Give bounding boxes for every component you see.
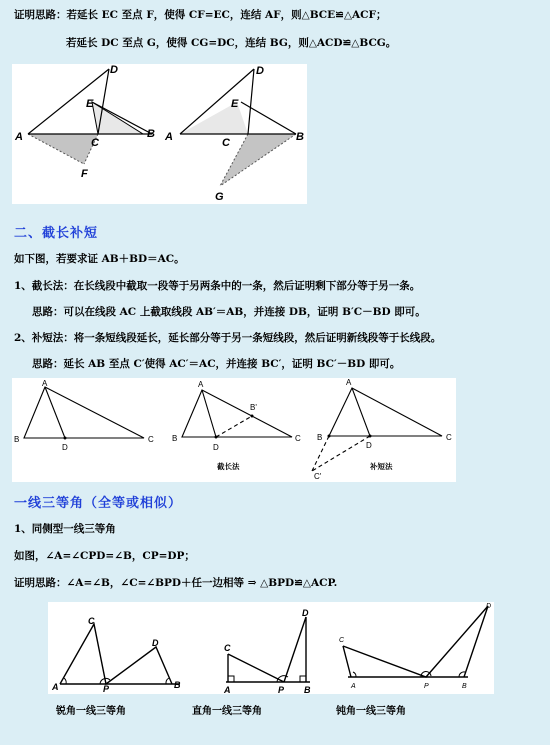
- fig3-right-label-c: C: [224, 643, 231, 653]
- figure-2: [12, 378, 456, 482]
- fig2-p1-label-d: D: [62, 443, 68, 452]
- figure-1: [12, 64, 307, 204]
- proof-line-2: 若延长 DC 至点 G，使得 CG=DC，连结 BG，则△ACD≌△BCG。: [66, 37, 397, 49]
- fig1-left-label-b: B: [147, 128, 155, 140]
- fig2-p3-label-b: B: [317, 433, 323, 442]
- section3-subheading: 1、同侧型一线三等角: [14, 523, 116, 535]
- fig2-p2-label-b-prime: B': [250, 403, 257, 412]
- section2-item-1-idea: 思路：可以在线段 AC 上截取线段 AB′＝AB，并连接 DB，证明 B′C－BD 即可。: [32, 306, 426, 318]
- fig2-p1-label-b: B: [14, 435, 20, 444]
- fig1-right-label-d: D: [256, 65, 264, 77]
- caption-obtuse: 钝角一线三等角: [336, 706, 406, 717]
- fig1-left-label-c: C: [91, 137, 99, 149]
- proof-line-1: 证明思路：若延长 EC 至点 F，使得 CF=EC，连结 AF，则△BCE≌△ACF；: [14, 9, 387, 21]
- caption-right: 直角一线三等角: [192, 706, 262, 717]
- section2-intro: 如下图，若要求证 AB＋BD＝AC。: [14, 253, 185, 265]
- fig2-p2-label-d: D: [213, 443, 219, 452]
- fig1-right-label-a: A: [165, 131, 173, 143]
- fig2-p3-label-a: A: [346, 378, 352, 387]
- fig3-obtuse-label-a: A: [351, 683, 356, 690]
- fig2-p3-label-c-prime: C': [314, 472, 322, 481]
- fig2-p3-label-c: C: [446, 433, 452, 442]
- fig3-acute-label-a: A: [52, 682, 59, 692]
- fig3-acute-label-c: C: [88, 616, 95, 626]
- section-heading-cut-extend: 二、截长补短: [14, 226, 99, 241]
- section2-item-2: 2、补短法：将一条短线段延长，延长部分等于另一条短线段，然后证明新线段等于长线段。: [14, 332, 442, 344]
- section3-proof: 证明思路：∠A=∠B，∠C=∠BPD＋任一边相等 ⇒ △BPD≌△ACP.: [14, 577, 338, 589]
- fig2-p2-label-c: C: [295, 434, 301, 443]
- fig1-right-label-c: C: [222, 137, 230, 149]
- section-heading-one-line-three-angles: 一线三等角（全等或相似）: [14, 496, 183, 511]
- fig3-obtuse-label-p: P: [424, 683, 429, 690]
- fig2-p2-label-b: B: [172, 434, 178, 443]
- fig2-p3-label-d: D: [366, 441, 372, 450]
- fig1-left-label-d: D: [110, 64, 118, 76]
- fig1-left-label-f: F: [81, 168, 88, 180]
- fig2-caption-cut: 截长法: [217, 462, 240, 471]
- fig2-caption-extend: 补短法: [370, 462, 393, 471]
- fig2-p2-label-a: A: [198, 380, 204, 389]
- fig1-right-label-e: E: [231, 98, 239, 110]
- fig1-left-label-a: A: [15, 131, 23, 143]
- section3-given: 如图，∠A=∠CPD=∠B，CP=DP；: [14, 550, 195, 562]
- fig3-obtuse-label-b: B: [462, 683, 467, 690]
- fig2-p1-label-a: A: [42, 379, 48, 388]
- fig3-right-label-d: D: [302, 608, 309, 618]
- fig3-right-label-b: B: [304, 685, 311, 694]
- fig3-acute-label-b: B: [174, 680, 181, 690]
- fig3-obtuse-label-d: D: [486, 603, 492, 610]
- fig3-acute-label-p: P: [103, 684, 110, 694]
- section2-item-2-idea: 思路：延长 AB 至点 C′使得 AC′＝AC，并连接 BC′，证明 BC′－BD 即可。: [32, 358, 401, 370]
- section2-item-1: 1、截长法：在长线段中截取一段等于另两条中的一条，然后证明剩下部分等于另一条。: [14, 280, 421, 292]
- fig3-right-label-a: A: [224, 685, 231, 694]
- caption-acute: 锐角一线三等角: [56, 706, 126, 717]
- figure-3: [48, 602, 494, 694]
- fig2-p1-label-c: C: [148, 435, 154, 444]
- fig1-left-label-e: E: [86, 98, 94, 110]
- fig3-obtuse-label-c: C: [339, 637, 345, 644]
- fig1-right-label-g: G: [215, 191, 224, 203]
- fig1-right-label-b: B: [296, 131, 304, 143]
- fig3-right-label-p: P: [278, 685, 285, 694]
- fig3-acute-label-d: D: [152, 638, 159, 648]
